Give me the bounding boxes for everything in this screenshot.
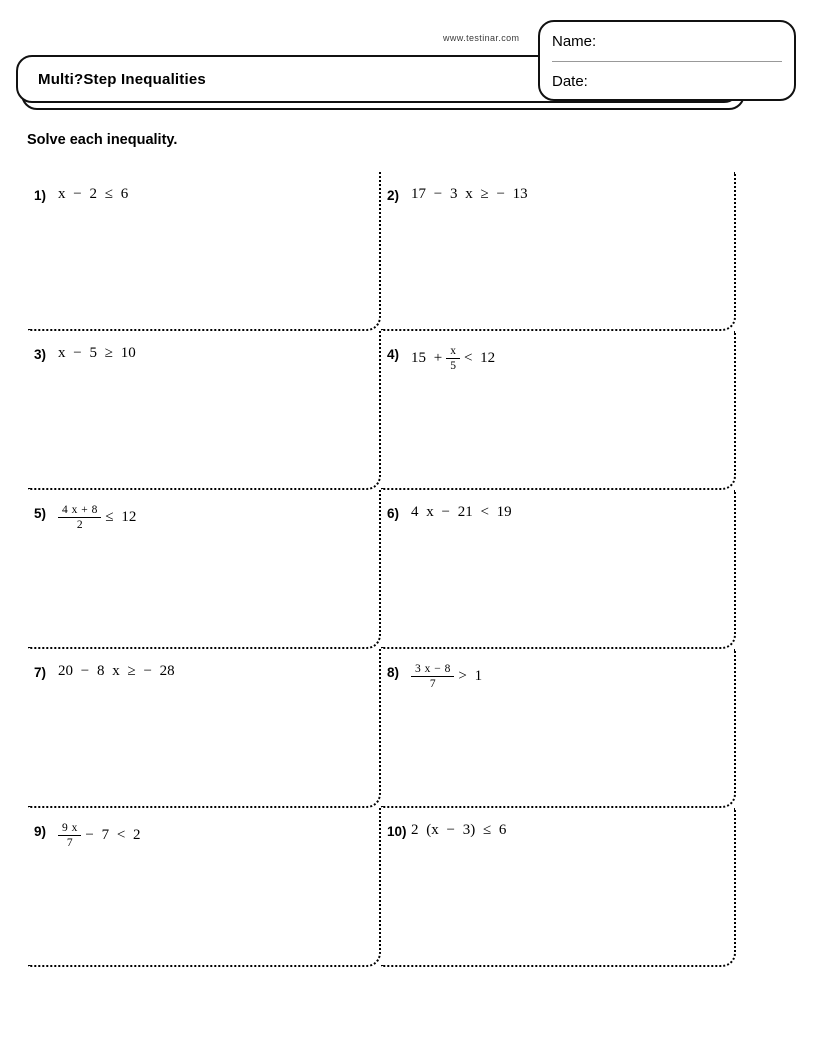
problem-expression xyxy=(58,503,136,531)
fraction: $\frac{4 x + 8}{2}$ xyxy=(58,504,101,531)
problem-number: 6) xyxy=(387,506,400,521)
math-text: 15 + xyxy=(411,350,443,367)
math-text: ≤ 12 xyxy=(105,509,137,526)
math-text: − 7 < 2 xyxy=(85,827,141,844)
site-url: www.testinar.com xyxy=(443,33,520,43)
math-text: 20 − 8 x ≥ − 28 xyxy=(58,663,175,679)
problem-number: 10) xyxy=(387,824,407,839)
math-text: 17 − 3 x ≥ − 13 xyxy=(411,186,528,202)
problem-number: 2) xyxy=(387,188,400,203)
problem-cell xyxy=(28,490,381,649)
problem-expression xyxy=(411,503,512,521)
date-label: Date: xyxy=(552,73,588,90)
name-fill-line xyxy=(552,61,782,62)
problem-cell xyxy=(28,808,381,967)
fraction: $\frac{x}{5}$ xyxy=(446,345,460,372)
problem-expression xyxy=(411,185,528,203)
problem-cell xyxy=(381,808,736,967)
problem-cell xyxy=(28,649,381,808)
math-text: x − 5 ≥ 10 xyxy=(58,345,136,361)
problem-expression xyxy=(411,821,506,839)
instructions: Solve each inequality. xyxy=(27,132,178,148)
math-text: 2 (x − 3) ≤ 6 xyxy=(411,822,507,838)
problem-cell xyxy=(381,490,736,649)
fraction: $\frac{9 x}{7}$ xyxy=(58,822,81,849)
problem-cell xyxy=(381,331,736,490)
problem-expression xyxy=(58,344,136,362)
math-text: > 1 xyxy=(458,668,483,685)
math-text: x − 2 ≤ 6 xyxy=(58,186,129,202)
problem-expression xyxy=(58,821,141,849)
name-date-box xyxy=(538,20,796,101)
page-title: Multi?Step Inequalities xyxy=(38,70,206,88)
name-label: Name: xyxy=(552,33,597,50)
problem-number: 4) xyxy=(387,347,400,362)
math-text: 4 x − 21 < 19 xyxy=(411,504,512,520)
problem-expression xyxy=(58,662,175,680)
math-text: < 12 xyxy=(463,350,496,367)
problem-number: 9) xyxy=(34,824,47,839)
problem-number: 7) xyxy=(34,665,47,680)
problem-cell xyxy=(381,649,736,808)
problem-number: 8) xyxy=(387,665,400,680)
problem-cell xyxy=(28,172,381,331)
problem-number: 1) xyxy=(34,188,47,203)
problem-expression xyxy=(411,344,495,372)
problem-expression xyxy=(411,662,482,690)
problem-cell xyxy=(28,331,381,490)
fraction: $\frac{3 x - 8}{7}$ xyxy=(411,663,454,690)
problem-number: 5) xyxy=(34,506,47,521)
problem-cell xyxy=(381,172,736,331)
problem-expression xyxy=(58,185,128,203)
problem-number: 3) xyxy=(34,347,47,362)
problems-grid xyxy=(28,172,736,967)
